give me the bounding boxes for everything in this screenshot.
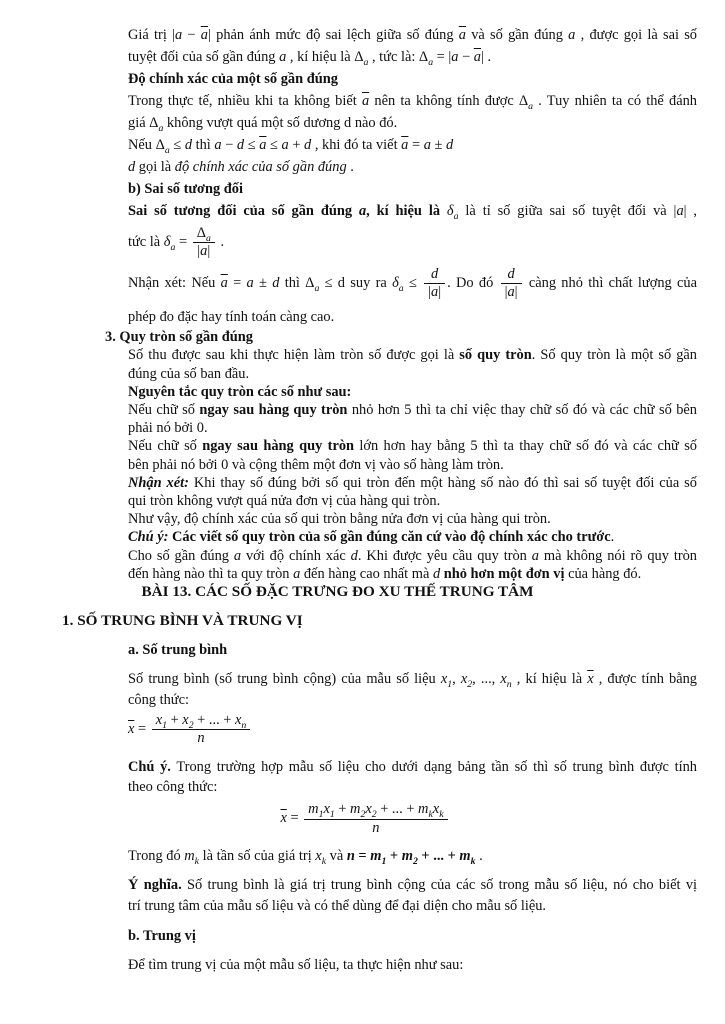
text-line: Chú ý. Trong trường hợp mẫu số liệu cho dưới dạng bảng tần số thì số trung bình được tính [128, 758, 698, 775]
text-line: 1. SỐ TRUNG BÌNH VÀ TRUNG VỊ [62, 612, 303, 630]
text-line: Để tìm trung vị của một mẫu số liệu, ta thực hiện như sau: [128, 957, 464, 974]
text-line: Chú ý: Các viết số quy tròn của số gần đúng căn cứ vào độ chính xác cho trước. [128, 529, 615, 546]
text-line: Nếu $\Delta_a \le d$ thì $a - d \le \overline{a} \le a + d$ , khi đó ta viết $\overline{a} = a \pm d$ [128, 137, 454, 156]
fraction: $\frac{d}{|a|}$ [499, 266, 524, 302]
text-line: giá $\Delta_a$ không vượt quá một số dương d nào đó. [128, 115, 398, 134]
text-line: $\overline{x}$ = $\frac{m_1x_1 + m_2x_2 + ... + m_kx_k}{n}$ [128, 801, 697, 837]
fraction: $\frac{d}{|a|}$ [422, 266, 447, 302]
text-line: Cho số gần đúng a với độ chính xác d. Khi được yêu cầu quy tròn a mà không nói rõ quy tròn [128, 547, 698, 564]
fraction: $\frac{x_1 + x_2 + ... + x_n}{n}$ [150, 712, 253, 748]
text-line: Sai số tương đối của số gần đúng a, kí hiệu là $\delta_a$ là tỉ số giữa sai số tuyệt đối và |a| , [128, 203, 698, 222]
text-line: 3. Quy tròn số gần đúng [105, 329, 253, 346]
text-line: bên phải nó bởi 0 và cộng thêm một đơn vị vào số hàng làm tròn. [128, 456, 504, 473]
text-line: Độ chính xác của một số gần đúng [128, 71, 338, 87]
text-line: Số thu được sau khi thực hiện làm tròn số được gọi là số quy tròn. Số quy tròn là một số gần [128, 347, 697, 364]
text-line: a. Số trung bình [128, 642, 228, 659]
fraction: $\frac{m_1x_1 + m_2x_2 + ... + m_kx_k}{n}$ [302, 801, 449, 837]
text-line: phép đo đặc hay tính toán càng cao. [128, 309, 335, 326]
text-line: Trong đó $m_k$ là tần số của giá trị $x_k$ và $n = m_1 + m_2$ + ... + $m_k$ . [128, 847, 483, 867]
text-line: qui tròn không vượt quá nửa đơn vị của hàng qui tròn. [128, 492, 441, 509]
text-line: Giá trị $|a - \overline{a}|$ phản ánh mức độ sai lệch giữa số đúng $\overline{a}$ và số gần đúng a , được gọi là sai số [128, 27, 698, 43]
text-line: Nếu chữ số ngay sau hàng quy tròn lớn hơn hay bằng 5 thì ta thay chữ số đó và các chữ số [128, 438, 697, 455]
text-line: Ý nghĩa. Số trung bình là giá trị trung bình cộng của các số trong mẫu số liệu, nó cho biết vị [128, 877, 698, 894]
text-line: Nhận xét: Nếu $\overline{a} = a \pm d$ thì $\Delta_a \le d$ suy ra $\delta_a$ ≤ $\frac{d}{|a|}$ . Do đó $\frac{d}{|a|}$ càng nhỏ thì chất lượng của [128, 265, 697, 300]
text-line: b. Trung vị [128, 928, 196, 945]
text-line: BÀI 13. CÁC SỐ ĐẶC TRƯNG ĐO XU THẾ TRUNG TÂM [141, 582, 534, 600]
text-line: Trong thực tế, nhiều khi ta không biết $\overline{a}$ nên ta không tính được $\Delta_a$ . Tuy nhiên ta có thể đánh [128, 93, 697, 112]
text-line: trí trung tâm của mẫu số liệu và có thể dùng để đại diện cho mẫu số liệu. [128, 897, 547, 914]
text-line: theo công thức: [128, 778, 218, 795]
text-line: công thức: [128, 691, 189, 708]
text-line: $\overline{x}$ = $\frac{x_1 + x_2 + ... + x_n}{n}$ [128, 712, 697, 748]
text-line: đến hàng nào thì ta quy tròn a đến hàng cao nhất mà d nhỏ hơn một đơn vị của hàng đó. [128, 565, 642, 582]
text-line: tức là $\delta_a$ = $\frac{\Delta_a}{|a|}$ . [128, 225, 225, 260]
text-line: Số trung bình (số trung bình cộng) của mẫu số liệu $x_1$, $x_2$, ..., $x_n$ , kí hiệu là $\overline{x}$ , được tính bằng [128, 671, 698, 691]
text-line: Như vậy, độ chính xác của số qui tròn bằng nửa đơn vị của hàng qui tròn. [128, 511, 551, 528]
text-line: Nhận xét: Khi thay số đúng bởi số qui tròn đến một hàng số nào đó thì sai số tuyệt đối của số [128, 474, 697, 491]
text-line: đúng của số ban đầu. [128, 365, 250, 382]
fraction: $\frac{\Delta_a}{|a|}$ [191, 225, 217, 261]
text-line: b) Sai số tương đối [128, 181, 243, 197]
text-line: d gọi là độ chính xác của số gần đúng . [128, 159, 354, 175]
text-line: tuyệt đối của số gần đúng a , kí hiệu là $\Delta_a$ , tức là: $\Delta_a = |a - \overline{a}|$ . [128, 49, 492, 68]
text-line: Nếu chữ số ngay sau hàng quy tròn nhỏ hơn 5 thì ta chỉ việc thay chữ số đó và các chữ số bên [128, 401, 698, 418]
text-line: Nguyên tắc quy tròn các số như sau: [128, 383, 352, 400]
text-line: phải nó bởi 0. [128, 420, 208, 437]
